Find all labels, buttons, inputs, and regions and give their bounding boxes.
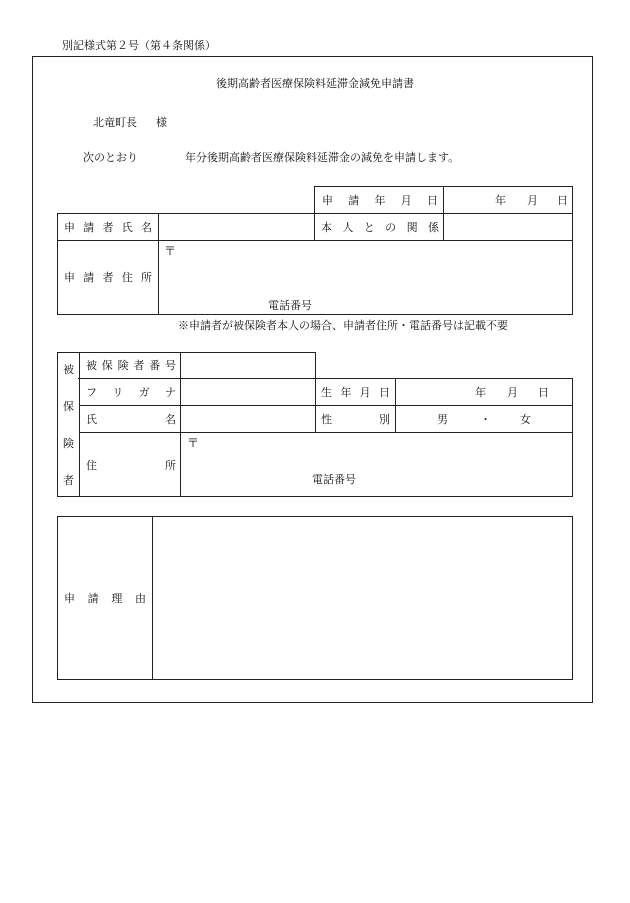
birth-unit-day: 日 — [538, 386, 549, 399]
honorific: 様 — [156, 116, 167, 129]
date-unit-month: 月 — [527, 194, 538, 207]
insured-postal-mark: 〒 — [187, 436, 200, 450]
reason-field[interactable] — [154, 518, 571, 678]
insured-address-label: 住 所 — [86, 459, 176, 472]
insured-number-label: 被 保 険 者 番 号 — [86, 359, 176, 372]
furigana-field[interactable] — [182, 380, 313, 403]
intro-body: 年分後期高齢者医療保険料延滞金の減免を申請します。 — [185, 151, 460, 164]
insured-name-field[interactable] — [182, 407, 313, 430]
insured-name-label: 氏 名 — [86, 413, 176, 426]
form-number: 別記様式第２号（第４条関係） — [62, 39, 216, 52]
reason-label: 申 請 理 由 — [64, 592, 146, 605]
birth-date-label: 生 年 月 日 — [321, 386, 390, 399]
insured-side-label-2: 保 — [63, 400, 74, 413]
relation-field[interactable] — [445, 215, 571, 238]
gender-label: 性 別 — [321, 413, 390, 426]
insured-side-label-3: 険 — [63, 437, 74, 450]
addressee: 北竜町長 — [93, 116, 137, 129]
relation-label: 本 人 と の 関 係 — [321, 221, 439, 234]
birth-unit-month: 月 — [507, 386, 518, 399]
document-title: 後期高齢者医療保険料延滞金減免申請書 — [216, 77, 414, 90]
gender-option-male[interactable]: 男 — [437, 413, 448, 426]
gender-option-female[interactable]: 女 — [520, 413, 531, 426]
applicant-phone-label: 電話番号 — [268, 299, 312, 312]
birth-unit-year: 年 — [475, 386, 486, 399]
insured-side-label-1: 被 — [63, 363, 74, 376]
applicant-address-label: 申 請 者 住 所 — [64, 271, 152, 284]
postal-mark: 〒 — [164, 244, 177, 258]
applicant-note: ※申請者が被保険者本人の場合、申請者住所・電話番号は記載不要 — [178, 319, 508, 332]
insured-address-field[interactable] — [182, 434, 571, 495]
applicant-name-field[interactable] — [160, 215, 312, 238]
insured-number-field[interactable] — [182, 354, 314, 377]
insured-phone-label: 電話番号 — [312, 473, 356, 486]
applicant-name-label: 申 請 者 氏 名 — [64, 221, 152, 234]
gender-separator: ・ — [480, 413, 491, 426]
date-unit-day: 日 — [557, 194, 568, 207]
insured-side-label-4: 者 — [63, 474, 74, 487]
furigana-label: フ リ ガ ナ — [86, 386, 176, 399]
applicant-address-field[interactable] — [160, 242, 571, 313]
intro-prefix: 次のとおり — [83, 151, 138, 164]
date-unit-year: 年 — [495, 194, 506, 207]
application-date-label: 申 請 年 月 日 — [322, 194, 438, 207]
